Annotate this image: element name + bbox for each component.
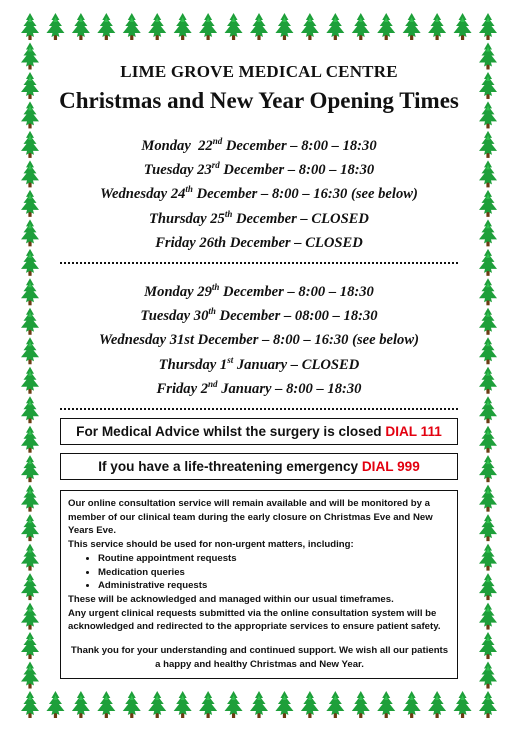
christmas-tree-icon	[479, 603, 497, 630]
christmas-tree-icon	[21, 485, 39, 512]
christmas-tree-icon	[479, 190, 497, 217]
schedule-row: Wednesday 24th December – 8:00 – 16:30 (see below)	[100, 184, 418, 203]
week1-schedule	[52, 134, 466, 255]
christmas-tree-icon	[21, 367, 39, 394]
christmas-tree-icon	[21, 662, 39, 689]
christmas-tree-icon	[326, 13, 344, 40]
schedule-row: Wednesday 31st December – 8:00 – 16:30 (see below)	[99, 332, 419, 349]
christmas-tree-icon	[479, 278, 497, 305]
christmas-tree-icon	[479, 13, 497, 40]
week2-schedule	[52, 280, 466, 401]
schedule-row: Friday 26th December – CLOSED	[155, 234, 363, 251]
list-item: • Medication queries	[98, 566, 451, 580]
christmas-tree-icon	[479, 514, 497, 541]
christmas-tree-icon	[301, 13, 319, 40]
christmas-tree-icon	[148, 691, 166, 718]
christmas-tree-icon	[275, 13, 293, 40]
christmas-tree-icon	[403, 691, 421, 718]
christmas-tree-icon	[21, 337, 39, 364]
christmas-tree-icon	[479, 632, 497, 659]
christmas-tree-icon	[479, 573, 497, 600]
christmas-tree-icon	[21, 249, 39, 276]
christmas-tree-icon	[479, 485, 497, 512]
christmas-tree-icon	[21, 514, 39, 541]
schedule-row: Friday 2nd January – 8:00 – 18:30	[156, 378, 362, 397]
christmas-tree-icon	[21, 455, 39, 482]
schedule-row: Thursday 1st January – CLOSED	[158, 354, 360, 373]
christmas-tree-icon	[21, 13, 39, 40]
christmas-tree-icon	[225, 13, 243, 40]
christmas-tree-icon	[21, 190, 39, 217]
christmas-tree-icon	[377, 13, 395, 40]
info-paragraph: These will be acknowledged and managed within our usual timeframes.	[68, 593, 394, 605]
christmas-tree-icon	[174, 13, 192, 40]
schedule-row: Tuesday 30th December – 08:00 – 18:30	[140, 306, 378, 325]
org-name: LIME GROVE MEDICAL CENTRE	[120, 62, 398, 81]
list-item: • Administrative requests	[98, 579, 451, 593]
info-paragraph: Any urgent clinical requests submitted via the online consultation system will be acknowledged and redirected to the appropriate services to ensure patient safety.	[68, 607, 441, 633]
online-consultation-info	[60, 490, 458, 679]
christmas-tree-icon	[479, 72, 497, 99]
christmas-tree-icon	[174, 691, 192, 718]
christmas-tree-icon	[403, 13, 421, 40]
medical-advice-banner: For Medical Advice whilst the surgery is closed DIAL 111	[60, 418, 458, 445]
christmas-tree-icon	[352, 691, 370, 718]
christmas-tree-icon	[479, 131, 497, 158]
christmas-tree-icon	[250, 691, 268, 718]
christmas-tree-icon	[21, 131, 39, 158]
schedule-row: Monday 29th December – 8:00 – 18:30	[144, 282, 374, 301]
christmas-tree-icon	[479, 396, 497, 423]
dotted-divider	[60, 408, 458, 410]
christmas-tree-icon	[250, 13, 268, 40]
christmas-tree-icon	[428, 13, 446, 40]
christmas-tree-icon	[428, 691, 446, 718]
christmas-tree-icon	[479, 101, 497, 128]
christmas-tree-icon	[352, 13, 370, 40]
christmas-tree-icon	[21, 603, 39, 630]
christmas-tree-icon	[21, 426, 39, 453]
christmas-tree-icon	[21, 160, 39, 187]
christmas-tree-icon	[72, 13, 90, 40]
christmas-tree-icon	[225, 691, 243, 718]
schedule-row: Tuesday 23rd December – 8:00 – 18:30	[143, 160, 375, 179]
christmas-tree-icon	[301, 691, 319, 718]
thank-you-message: Thank you for your understanding and continued support. We wish all our patients a happy and healthy Christmas and New Year.	[70, 645, 449, 670]
info-paragraph: Our online consultation service will remain available and will be monitored by a member of our clinical team during the early closure on Christmas Eve and New Years Eve.	[68, 498, 433, 537]
christmas-tree-icon	[479, 219, 497, 246]
service-list	[68, 552, 451, 593]
christmas-tree-icon	[148, 13, 166, 40]
dotted-divider	[60, 262, 458, 264]
christmas-tree-icon	[479, 455, 497, 482]
christmas-tree-icon	[21, 42, 39, 69]
christmas-tree-icon	[479, 662, 497, 689]
christmas-tree-icon	[21, 396, 39, 423]
christmas-tree-icon	[377, 691, 395, 718]
notice-content	[52, 58, 466, 679]
christmas-tree-icon	[21, 101, 39, 128]
christmas-tree-icon	[199, 691, 217, 718]
christmas-tree-icon	[326, 691, 344, 718]
christmas-tree-icon	[275, 691, 293, 718]
christmas-tree-icon	[479, 367, 497, 394]
christmas-tree-icon	[123, 13, 141, 40]
christmas-tree-icon	[479, 544, 497, 571]
christmas-tree-icon	[97, 691, 115, 718]
schedule-row: Monday 22nd December – 8:00 – 18:30	[141, 136, 377, 154]
christmas-tree-icon	[97, 13, 115, 40]
christmas-tree-icon	[454, 13, 472, 40]
christmas-tree-icon	[21, 632, 39, 659]
christmas-tree-icon	[479, 249, 497, 276]
christmas-tree-icon	[21, 691, 39, 718]
christmas-tree-icon	[21, 72, 39, 99]
christmas-tree-icon	[479, 308, 497, 335]
christmas-tree-icon	[123, 691, 141, 718]
dial-999: DIAL 999	[361, 459, 420, 475]
christmas-tree-icon	[479, 337, 497, 364]
christmas-tree-icon	[46, 13, 64, 40]
christmas-tree-icon	[479, 160, 497, 187]
christmas-tree-icon	[21, 219, 39, 246]
christmas-tree-icon	[21, 278, 39, 305]
schedule-row: Thursday 25th December – CLOSED	[149, 208, 369, 227]
christmas-tree-icon	[46, 691, 64, 718]
christmas-tree-icon	[479, 42, 497, 69]
christmas-tree-icon	[72, 691, 90, 718]
christmas-tree-icon	[21, 544, 39, 571]
christmas-tree-icon	[21, 308, 39, 335]
page-title: Christmas and New Year Opening Times	[59, 88, 459, 113]
christmas-tree-icon	[21, 573, 39, 600]
info-paragraph: This service should be used for non-urgent matters, including:	[68, 539, 354, 551]
emergency-banner: If you have a life-threatening emergency DIAL 999	[60, 453, 458, 480]
christmas-tree-icon	[479, 691, 497, 718]
christmas-tree-icon	[479, 426, 497, 453]
christmas-tree-icon	[454, 691, 472, 718]
dial-111: DIAL 111	[385, 424, 442, 440]
christmas-tree-icon	[199, 13, 217, 40]
list-item: • Routine appointment requests	[98, 552, 451, 566]
